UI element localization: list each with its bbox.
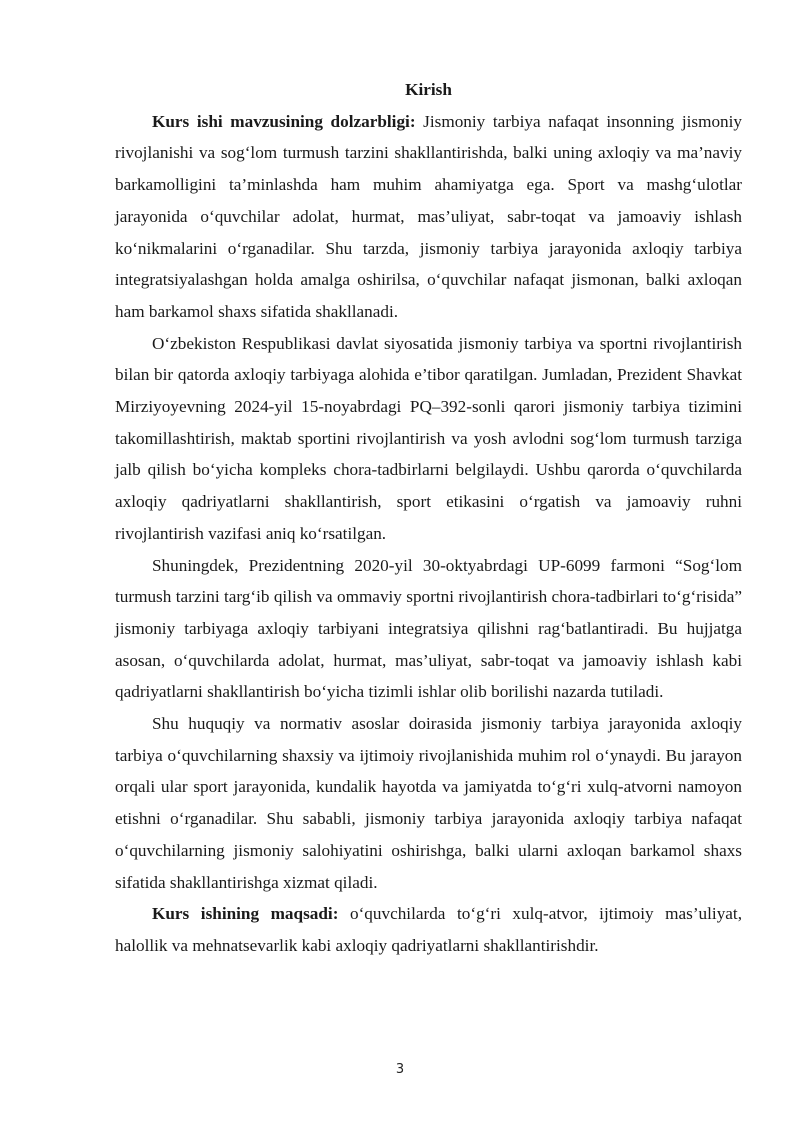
page-number: 3 [395,1062,405,1077]
paragraph-decree [115,550,742,709]
paragraph-lead: Kurs ishi mavzusining dolzarbligi: [152,111,416,131]
paragraph-text: Shu huquqiy va normativ asoslar doirasida jismoniy tarbiya jarayonida axloqiy tarbiya o‘quvchilarning shaxsiy va ijtimoiy rivojlanishida muhim rol o‘ynaydi. Bu jarayon orqali ular sport jarayonida, kundalik hayotda va jamiyatda to‘g‘ri xulq-atvorni namoyon etishni o‘rganadilar. Shu sababli, jismoniy tarbiya jarayonida axloqiy tarbiya nafaqat o‘quvchilarning jismoniy salohiyatini oshirishga, balki ularni axloqan barkamol shaxs sifatida shakllantirishga xizmat qiladi. [115,714,742,892]
paragraph-legal-basis [115,708,742,898]
paragraph-text: o‘quvchilarda to‘g‘ri xulq-atvor, ijtimoiy mas’uliyat, halollik va mehnatsevarlik kabi axloqiy qadriyatlarni shakllantirishdir. [115,904,742,955]
paragraph-text: Jismoniy tarbiya nafaqat insonning jismoniy rivojlanishi va sog‘lom turmush tarzini shakllantirishda, balki uning axloqiy va ma’naviy barkamolligini ta’minlashda ham muhim ahamiyatga ega. Sport va mashg‘ulotlar jarayonida o‘quvchilar adolat, hurmat, mas’uliyat, sabr-toqat va jamoaviy ishlash ko‘nikmalarini o‘rganadilar. Shu tarzda, jismoniy tarbiya jarayonida axloqiy tarbiya integratsiyalashgan holda amalga oshirilsa, o‘quvchilar nafaqat jismonan, balki axloqan ham barkamol shaxs sifatida shakllanadi. [115,111,742,321]
document-page [115,74,742,962]
paragraph-text: O‘zbekiston Respublikasi davlat siyosatida jismoniy tarbiya va sportni rivojlantirish bilan bir qatorda axloqiy tarbiyaga alohida e’tibor qaratilgan. Jumladan, Prezident Shavkat Mirziyoyevning 2024-yil 15-noyabrdagi PQ–392-sonli qarori jismoniy tarbiya tizimini takomillashtirish, maktab sportini rivojlantirish va yosh avlodni sog‘lom turmush tarziga jalb qilish bo‘yicha kompleks chora-tadbirlarni belgilaydi. Ushbu qarorda o‘quvchilarda axloqiy qadriyatlarni shakllantirish, sport etikasini o‘rgatish va jamoaviy ruhni rivojlantirish vazifasi aniq ko‘rsatilgan. [115,333,742,543]
paragraph-goal [115,898,742,961]
paragraph-text: Shuningdek, Prezidentning 2020-yil 30-oktyabrdagi UP-6099 farmoni “Sog‘lom turmush tarzini targ‘ib qilish va ommaviy sportni rivojlantirish chora-tadbirlari to‘g‘risida” jismoniy tarbiyaga axloqiy tarbiyani integratsiya qilishni rag‘batlantiradi. Bu hujjatga asosan, o‘quvchilarda adolat, hurmat, mas’uliyat, sabr-toqat va jamoaviy ishlash kabi qadriyatlarni shakllantirish bo‘yicha tizimli ishlar olib borilishi nazarda tutiladi. [115,555,742,702]
paragraph-state-policy [115,328,742,550]
paragraph-relevance [115,106,742,328]
section-title: Kirish [405,80,452,99]
paragraph-lead: Kurs ishining maqsadi: [152,904,339,924]
